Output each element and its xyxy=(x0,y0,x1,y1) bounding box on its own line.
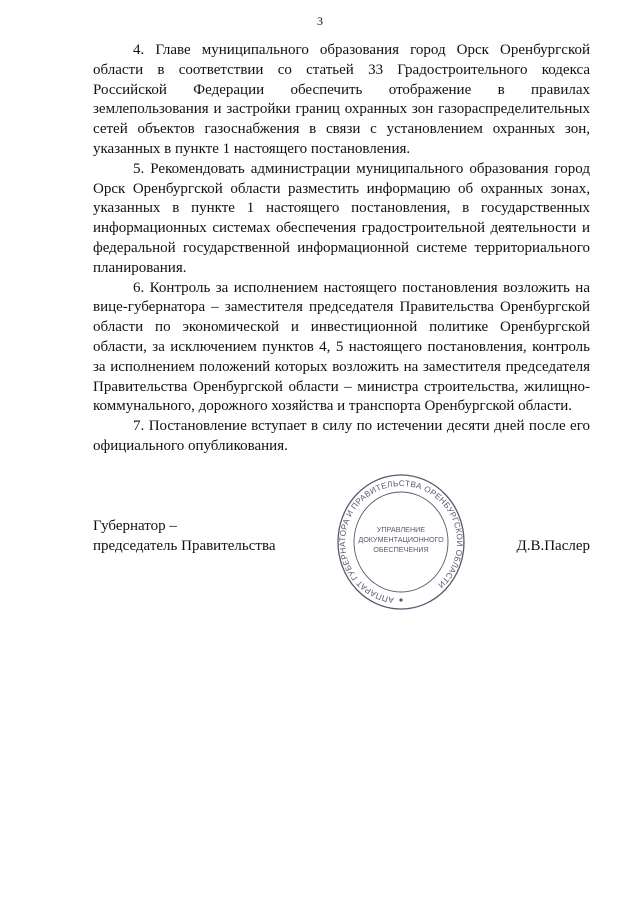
signatory-name: Д.В.Паслер xyxy=(516,538,590,554)
stamp-ring-text: АППАРАТ ГУБЕРНАТОРА И ПРАВИТЕЛЬСТВА ОРЕНБУРГСКОЙ ОБЛАСТИ xyxy=(337,478,465,605)
stamp-center-line-1: УПРАВЛЕНИЕ xyxy=(376,525,426,534)
stamp-star-mark xyxy=(399,598,402,601)
paragraph-6: 6. Контроль за исполнением настоящего постановления возложить на вице-губернатора – заместителя председателя Правительства Оренбургской области по экономической и инвестиционной политике Оренбургской области, за исключением пунктов 4, 5 настоящего постановления, контроль за исполнением положений которых возложить на заместителя председателя Правительства Оренбургской области – министра строительства, жилищно-коммунального, дорожного хозяйства и транспорта Оренбургской области. xyxy=(93,279,590,415)
stamp-center-line-3: ОБЕСПЕЧЕНИЯ xyxy=(373,545,429,554)
official-stamp xyxy=(336,474,466,614)
page-number: 3 xyxy=(317,14,323,28)
stamp-center-line-2: ДОКУМЕНТАЦИОННОГО xyxy=(358,535,444,544)
signatory-title xyxy=(93,517,276,557)
signatory-title-line-2: председатель Правительства xyxy=(93,537,276,554)
paragraph-5: 5. Рекомендовать администрации муниципального образования город Орск Оренбургской области разместить информацию об охранных зонах, указанных в пункте 1 настоящего постановления, в государственных информационных системах обеспечения градостроительной деятельности и федеральной государственной информационной системе территориального планирования. xyxy=(93,160,590,276)
signatory-title-line-1: Губернатор – xyxy=(93,518,177,534)
paragraph-4: 4. Главе муниципального образования город Орск Оренбургской области в соответствии со статьей 33 Градостроительного кодекса Российской Федерации обеспечить отображение в правилах землепользования и застройки границ охранных зон газораспределительных сетей объектов газоснабжения в связи с установлением охранных зон, указанных в пункте 1 настоящего постановления. xyxy=(93,42,590,157)
document-body xyxy=(93,41,590,457)
paragraph-7: 7. Постановление вступает в силу по истечении десяти дней после его официального опубликования. xyxy=(93,418,590,454)
